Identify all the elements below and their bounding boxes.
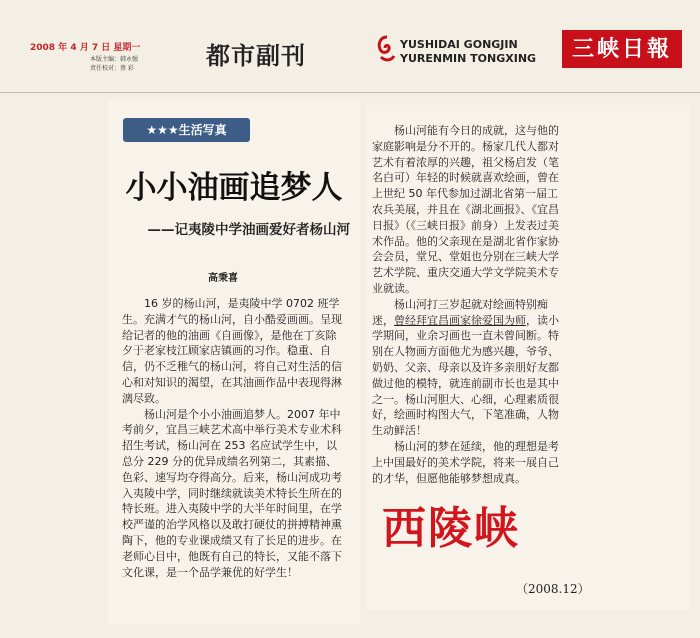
article-subhead: ——记夷陵中学油画爱好者杨山河 bbox=[147, 222, 350, 238]
brand-line-1: YUSHIDAI GONGJIN bbox=[400, 38, 518, 51]
handwritten-signature: 西陵峡 bbox=[382, 503, 520, 554]
article-author: 高秉喜 bbox=[208, 273, 238, 284]
issue-date: 2008 年 4 月 7 日 星期一 bbox=[30, 43, 141, 53]
underlined-phrase: 曾经拜宜昌画家徐爱国为师 bbox=[394, 313, 526, 327]
brand-line-2: YURENMIN TONGXING bbox=[400, 52, 537, 65]
editor-credits bbox=[90, 55, 138, 73]
header-divider bbox=[0, 92, 700, 93]
paragraph-text: 杨山河打三岁起就对绘画特别痴迷， bbox=[372, 297, 548, 327]
column-banner bbox=[123, 118, 250, 142]
column-banner-label: ★★★生活写真 bbox=[146, 123, 227, 137]
section-title: 都市副刊 bbox=[206, 42, 306, 70]
paragraph: 杨山河的梦在延续，他的理想是考上中国最好的美术学院，将来一展自己的才华，但愿他能够梦想成真。 bbox=[372, 439, 559, 485]
proofreader: 责任校对：蔡 彩 bbox=[90, 65, 134, 72]
paragraph: 16 岁的杨山河，是夷陵中学 0702 班学生。充满才气的杨山河，自小酷爱画画。呈现给记者的他的油画《自画像》，是他在丁亥除夕于老家枝江顾家店镇画的习作。稳重、自信，仍不乏稚气的杨山河，将自己对生活的信心和对知识的渴望，在其油画作品中表现得淋漓尽致。 bbox=[122, 297, 342, 405]
paragraph-text: ，读小学期间，业余习画也一直未曾间断。特别在人物画方面他尤为感兴趣，爷爷、奶奶、父亲、母亲以及许多亲朋好友都做过他的模特，就连前副市长也是其中之一。杨山河胆大、心细，心理素质很好，绘画时构图大气，下笔准确，人物生动鲜活！ bbox=[372, 313, 559, 438]
brand-logo-icon bbox=[377, 35, 397, 63]
article-headline: 小小油画追梦人 bbox=[125, 170, 343, 206]
clipping-year: （2008.12） bbox=[516, 582, 590, 596]
paragraph: 杨山河是个小小油画追梦人。2007 年中考前夕，宜昌三峡艺术高中举行美术专业术科招生考试，杨山河在 253 名应试学生中，以总分 229 分的优异成绩名列第二，其素描、色彩、速写均夺得高分。后来，杨山河成功考入夷陵中学，同时继续就读美术特长生所在的特长班。进入夷陵中学的大半年时间里，在学校严谨的治学风格以及敢打硬仗的拼搏精神熏陶下，他的专业课成绩又有了长足的进步。在老师心目中，他既有自己的特长，又能不落下文化课，是一个品学兼优的好学生！ bbox=[122, 407, 342, 579]
page-header bbox=[0, 0, 700, 90]
brand-slogan bbox=[400, 38, 536, 66]
paragraph bbox=[372, 297, 560, 439]
article-body-left bbox=[122, 296, 346, 580]
article-body-right bbox=[372, 123, 560, 486]
chief-editor: 本版主编：韩永强 bbox=[90, 56, 139, 63]
masthead-logo bbox=[562, 30, 682, 68]
masthead-text: 三峡日報 bbox=[571, 36, 672, 62]
paragraph: 杨山河能有今日的成就，这与他的家庭影响是分不开的。杨家几代人都对艺术有着浓厚的兴趣，祖父杨启发（笔名白可）年轻的时候就喜欢绘画，曾在上世纪 50 年代参加过湖北省第一届工农兵美展，并且在《湖北画报》、《宜昌日报》（《三峡日报》前身）上发表过美术作品。他的父亲现在是湖北省作家协会会员，堂兄、堂姐也分别在三峡大学艺术学院、重庆交通大学文学院美术专业就读。 bbox=[372, 124, 559, 295]
